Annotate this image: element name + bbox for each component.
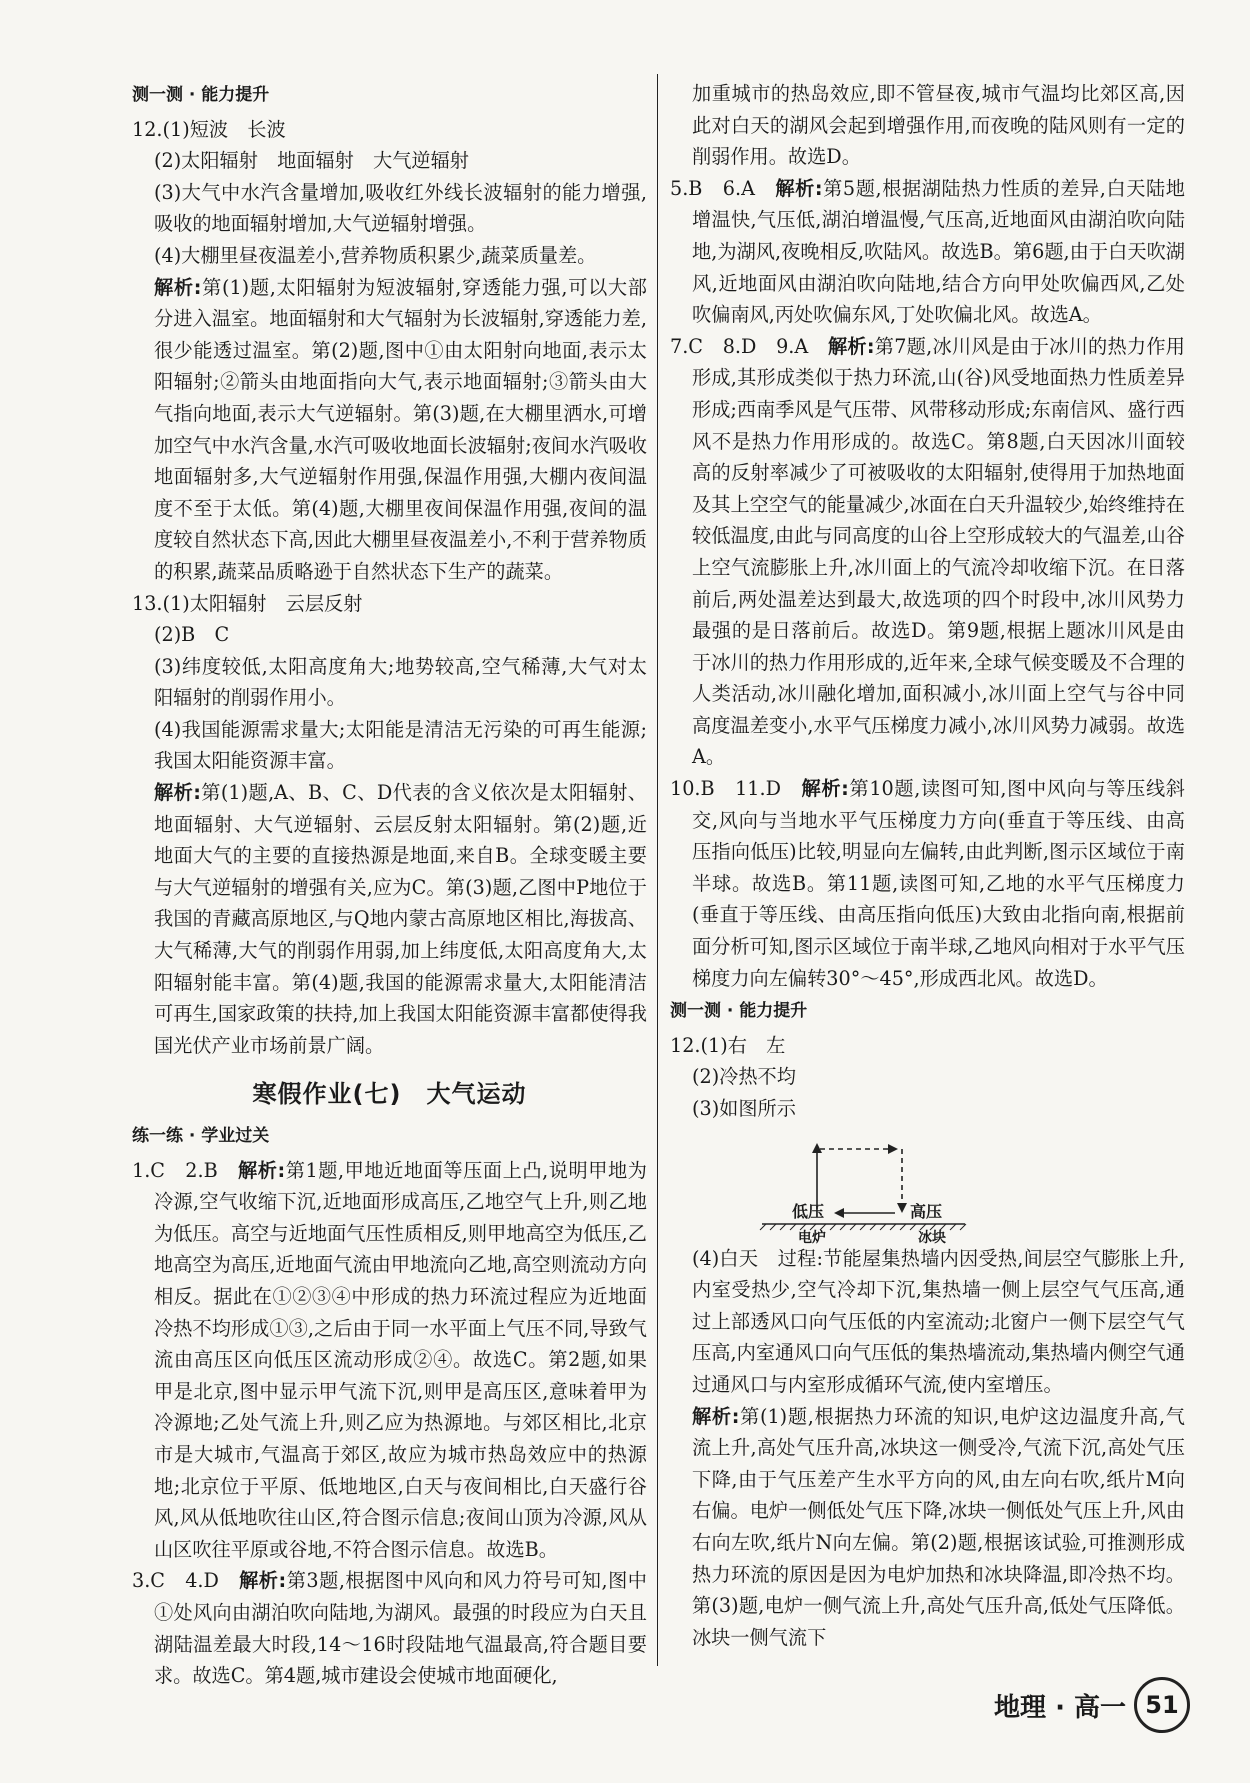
- circulation-diagram: [670, 1129, 1185, 1241]
- answer-key: 10.B 11.D: [670, 777, 802, 801]
- explanation-text: 第(1)题,根据热力环流的知识,电炉这边温度升高,气流上升,高处气压升高,冰块这一侧受冷,气流下沉,高处气压下降,由于气压差产生水平方向的风,由左向右吹,纸片M向右偏。电炉一侧低处气压下降,冰块一侧低处气压上升,风由右向左吹,纸片N向左偏。第(2)题,根据该试验,可推测形成热力环流的原因是因为电炉加热和冰块降温,即冷热不均。第(3)题,电炉一侧气流上升,高处气压升高,低处气压降低。冰块一侧气流下: [692, 1404, 1185, 1649]
- answer-line: 12.(1)右 左: [670, 1033, 786, 1057]
- explanation-text: 第(1)题,A、B、C、D代表的含义依次是太阳辐射、地面辐射、大气逆辐射、云层反射太阳辐射。第(2)题,近地面大气的主要的直接热源是地面,来自B。全球变暖主要与大气逆辐射的增强有关,应为C。第(3)题,乙图中P地位于我国的青藏高原地区,与Q地内蒙古高原地区相比,海拔高、大气稀薄,大气的削弱作用弱,加上纬度低,太阳高度角大,太阳辐射能丰富。第(4)题,我国的能源需求量大,太阳能清洁可再生,国家政策的扶持,加上我国太阳能资源丰富都使得我国光伏产业市场前景广阔。: [154, 781, 647, 1057]
- section-heading: 练一练 · 学业过关: [132, 1126, 270, 1146]
- explanation-text: 第1题,甲地近地面等压面上凸,说明甲地为冷源,空气收缩下沉,近地面形成高压,乙地空气上升,则乙地为低压。高空与近地面气压性质相反,则甲地高空为低压,乙地高空为高压,近地面气流由甲地流向乙地,高空则流动方向相反。据此在①②③④中形成的热力环流过程应为近地面冷热不均形成①③,之后由于同一水平面上气压不同,导致气流由高压区向低压区流动形成②④。故选C。第2题,如果甲是北京,图中显示甲气流下沉,则甲是高压区,意味着甲为冷源地;乙处气流上升,则乙应为热源地。与郊区相比,北京市是大城市,气温高于郊区,故应为城市热岛效应中的热源地;北京位于平原、低地地区,白天与夜间相比,白天盛行谷风,风从低地吹往山区,符合图示信息;夜间山顶为冷源,风从山区吹往平原或谷地,不符合图示信息。故选B。: [154, 1158, 647, 1561]
- stove-label: 电炉: [798, 1229, 826, 1246]
- answer-block: [132, 1155, 647, 1566]
- explanation-label: 解析:: [239, 1569, 287, 1593]
- thermal-circulation-figure: [670, 1129, 1185, 1246]
- answer-line: (2)冷热不均: [692, 1065, 796, 1089]
- answer-key: 1.C 2.B: [132, 1158, 239, 1182]
- answer-block: [670, 173, 1185, 331]
- high-pressure-label: 高压: [910, 1201, 943, 1221]
- answer-line: 12.(1)短波 长波: [132, 117, 286, 141]
- explanation-label: 解析:: [692, 1404, 740, 1428]
- left-column: [132, 78, 647, 1692]
- explanation-label: 解析:: [775, 176, 823, 200]
- answer-line: (2)B C: [154, 623, 230, 647]
- section-heading: 测一测 · 能力提升: [670, 1001, 808, 1022]
- answer-line: (3)大气中水汽含量增加,吸收红外线长波辐射的能力增强,吸收的地面辐射增加,大气逆辐射增强。: [154, 180, 647, 236]
- arrowhead-up: [812, 1143, 822, 1153]
- explanation-text: 第3题,根据图中风向和风力符号可知,图中①处风向由湖泊吹向陆地,为湖风。最强的时段应为白天且湖陆温差最大时段,14～16时段陆地气温最高,符合题目要求。故选C。第4题,城市建设会使城市地面硬化,: [154, 1569, 647, 1688]
- column-divider: [657, 74, 658, 1666]
- arrowhead-left: [834, 1208, 844, 1218]
- answer-key: 7.C 8.D 9.A: [670, 334, 828, 358]
- ice-label: 冰块: [918, 1229, 946, 1246]
- explanation: [670, 1401, 1185, 1654]
- continued-text: 加重城市的热岛效应,即不管昼夜,城市气温均比郊区高,因此对白天的湖风会起到增强作用,而夜晚的陆风则有一定的削弱作用。故选D。: [692, 82, 1185, 169]
- answer-line: (3)纬度较低,太阳高度角大;地势较高,空气稀薄,大气对太阳辐射的削弱作用小。: [154, 654, 647, 710]
- answer-line: (4)我国能源需求量大;太阳能是清洁无污染的可再生能源;我国太阳能资源丰富。: [154, 717, 647, 773]
- answer-key: 3.C 4.D: [132, 1569, 240, 1593]
- explanation: [132, 272, 647, 588]
- right-column: [670, 78, 1185, 1653]
- low-pressure-label: 低压: [792, 1201, 825, 1221]
- section-heading: 测一测 · 能力提升: [132, 85, 270, 105]
- answer-line: (4)大棚里昼夜温差小,营养物质积累少,蔬菜质量差。: [154, 243, 597, 267]
- chapter-title: 寒假作业(七) 大气运动: [252, 1080, 527, 1109]
- subject-label: 地理 · 高一: [994, 1692, 1126, 1723]
- page-footer: [994, 1677, 1190, 1733]
- answer-block: [670, 773, 1185, 994]
- explanation-text: 第7题,冰川风是由于冰川的热力作用形成,其形成类似于热力环流,山(谷)风受地面热力性质差异形成;西南季风是气压带、风带移动形成;东南信风、盛行西风不是热力作用形成的。故选C。第8题,白天因冰川面较高的反射率减少了可被吸收的太阳辐射,使得用于加热地面及其上空空气的能量减少,冰面在白天升温较少,始终维持在较低温度,由此与同高度的山谷上空形成较大的气温差,山谷上空气流膨胀上升,冰川面上的气流冷却收缩下沉。在日落前后,两处温差达到最大,故选项的四个时段中,冰川风势力最强的是日落前后。故选D。第9题,根据上题冰川风是由于冰川的热力作用形成的,近年来,全球气候变暖及不合理的人类活动,冰川融化增加,面积减小,冰川面上空气与谷中同高度温差变小,水平气压梯度力减小,冰川风势力减弱。故选A。: [692, 334, 1185, 769]
- explanation: [132, 777, 647, 1061]
- arrowhead-right: [888, 1144, 898, 1154]
- explanation-text: 第5题,根据湖陆热力性质的差异,白天陆地增温快,气压低,湖泊增温慢,气压高,近地面风由湖泊吹向陆地,为湖风,夜晚相反,吹陆风。故选B。第6题,由于白天吹湖风,近地面风由湖泊吹向陆地,结合方向甲处吹偏西风,乙处吹偏南风,丙处吹偏东风,丁处吹偏北风。故选A。: [692, 176, 1185, 327]
- answer-block: [132, 1565, 647, 1691]
- arrowhead-down: [897, 1203, 907, 1213]
- explanation-label: 解析:: [827, 334, 875, 358]
- explanation-label: 解析:: [154, 781, 201, 805]
- explanation-text: 第10题,读图可知,图中风向与等压线斜交,风向与当地水平气压梯度力方向(垂直于等压线、由高压指向低压)比较,明显向左偏转,由此判断,图示区域位于南半球。故选B。第11题,读图可知,乙地的水平气压梯度力(垂直于等压线、由高压指向低压)大致由北指向南,根据前面分析可知,图示区域位于南半球,乙地风向相对于水平气压梯度力向左偏转30°～45°,形成西北风。故选D。: [692, 777, 1185, 990]
- answer-line: (4)白天 过程:节能屋集热墙内因受热,间层空气膨胀上升,内室受热少,空气冷却下沉,集热墙一侧上层空气气压高,通过上部透风口向气压低的内室流动;北窗户一侧下层空气气压高,内室通风口向气压低的集热墙流动,集热墙内侧空气通过通风口与内室形成循环气流,使内室增压。: [692, 1246, 1185, 1396]
- explanation-label: 解析:: [238, 1158, 286, 1182]
- page-number: 51: [1134, 1677, 1190, 1733]
- answer-line: (3)如图所示: [692, 1097, 796, 1120]
- explanation-label: 解析:: [801, 777, 849, 801]
- answer-line: (2)太阳辐射 地面辐射 大气逆辐射: [154, 149, 469, 173]
- answer-line: 13.(1)太阳辐射 云层反射: [132, 591, 363, 615]
- explanation-text: 第(1)题,太阳辐射为短波辐射,穿透能力强,可以大部分进入温室。地面辐射和大气辐射为长波辐射,穿透能力差,很少能透过温室。第(2)题,图中①由太阳射向地面,表示太阳辐射;②箭头由地面指向大气,表示地面辐射;③箭头由大气指向地面,表示大气逆辐射。第(3)题,在大棚里洒水,可增加空气中水汽含量,水汽可吸收地面长波辐射;夜间水汽吸收地面辐射多,大气逆辐射作用强,保温作用强,大棚内夜间温度不至于太低。第(4)题,大棚里夜间保温作用强,夜间的温度较自然状态下高,因此大棚里昼夜温差小,不利于营养物质的积累,蔬菜品质略逊于自然状态下生产的蔬菜。: [154, 275, 647, 583]
- answer-key: 5.B 6.A: [670, 176, 776, 200]
- answer-block: [670, 331, 1185, 773]
- explanation-label: 解析:: [154, 275, 202, 299]
